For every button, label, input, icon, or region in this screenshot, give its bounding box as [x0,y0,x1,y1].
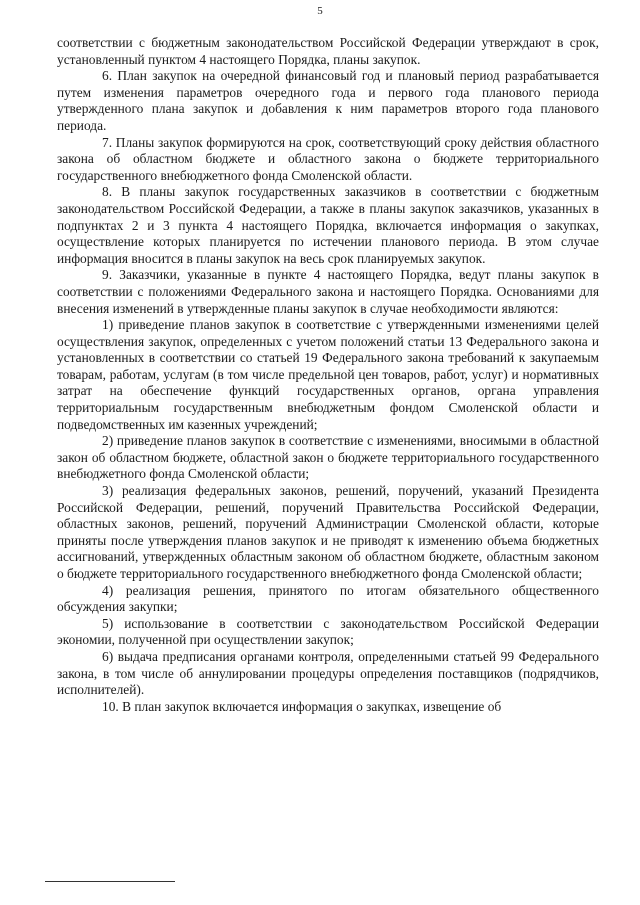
paragraph-9: 9. Заказчики, указанные в пункте 4 настоящего Порядка, ведут планы закупок в соответствии с положениями Федерального закона и настоящего Порядка. Основаниями для внесения изменений в утвержденные планы закупок в случае необходимости являются: [57,267,599,316]
paragraph-10: 10. В план закупок включается информация о закупках, извещение об [102,698,502,714]
subitem-1: 1) приведение планов закупок в соответствие с утвержденными изменениями целей осуществления закупок, определенных с учетом положений статьи 13 Федерального закона и установленных в соответствии со статьей 19 Федерального закона требований к закупаемым товарам, работам, услугам (в том числе предельной цен товаров, работ, услуг) и нормативных затрат на обеспечение функций государственных органов, органа управления территориальным государственным внебюджетным фондом Смоленской области и подведомственных им казенных учреждений; [57,317,599,432]
paragraph-8: 8. В планы закупок государственных заказчиков в соответствии с бюджетным законодательством Российской Федерации, а также в планы закупок заказчиков, указанных в подпунктах 2 и 3 пункта 4 настоящего Порядка, включается информация о закупках, осуществление которых планируется по истечении планового периода. В этом случае информация вносится в планы закупок на весь срок планируемых закупок. [57,184,599,266]
paragraph-continuation: соответствии с бюджетным законодательством Российской Федерации утверждают в срок, установленный пунктом 4 настоящего Порядка, планы закупок. [57,35,599,67]
subitem-3: 3) реализация федеральных законов, решений, поручений, указаний Президента Российской Федерации, решений, поручений Правительства Российской Федерации, областных законов, решений, поручений Администрации Смоленской области, которые приняты после утверждения планов закупок и не приводят к изменению объема бюджетных ассигнований, утвержденных областным законом об областном бюджете, областным законом о бюджете территориального государственного внебюджетного фонда Смоленской области; [57,483,599,581]
paragraph-7: 7. Планы закупок формируются на срок, соответствующий сроку действия областного закона об областном бюджете и областного закона о бюджете территориального государственного внебюджетного фонда Смоленской области. [57,134,599,183]
subitem-6: 6) выдача предписания органами контроля, определенными статьей 99 Федерального закона, в том числе об аннулировании процедуры определения поставщиков (подрядчиков, исполнителей). [57,648,599,698]
footnote-divider [45,881,175,882]
page-number: 5 [317,5,323,17]
subitem-5: 5) использование в соответствии с законодательством Российской Федерации экономии, полученной при осуществлении закупок; [57,615,599,648]
subitem-4: 4) реализация решения, принятого по итогам обязательного общественного обсуждения закупки; [57,582,599,615]
subitem-2: 2) приведение планов закупок в соответствие с изменениями, вносимыми в областной закон об областном бюджете, областной закон о бюджете территориального государственного внебюджетного фонда Смоленской области; [57,433,599,482]
document-body [57,35,599,715]
paragraph-6: 6. План закупок на очередной финансовый год и плановый период разрабатывается путем изменения параметров очередного года и первого года планового периода утвержденного плана закупок и добавления к ним параметров второго года планового периода. [57,68,599,133]
